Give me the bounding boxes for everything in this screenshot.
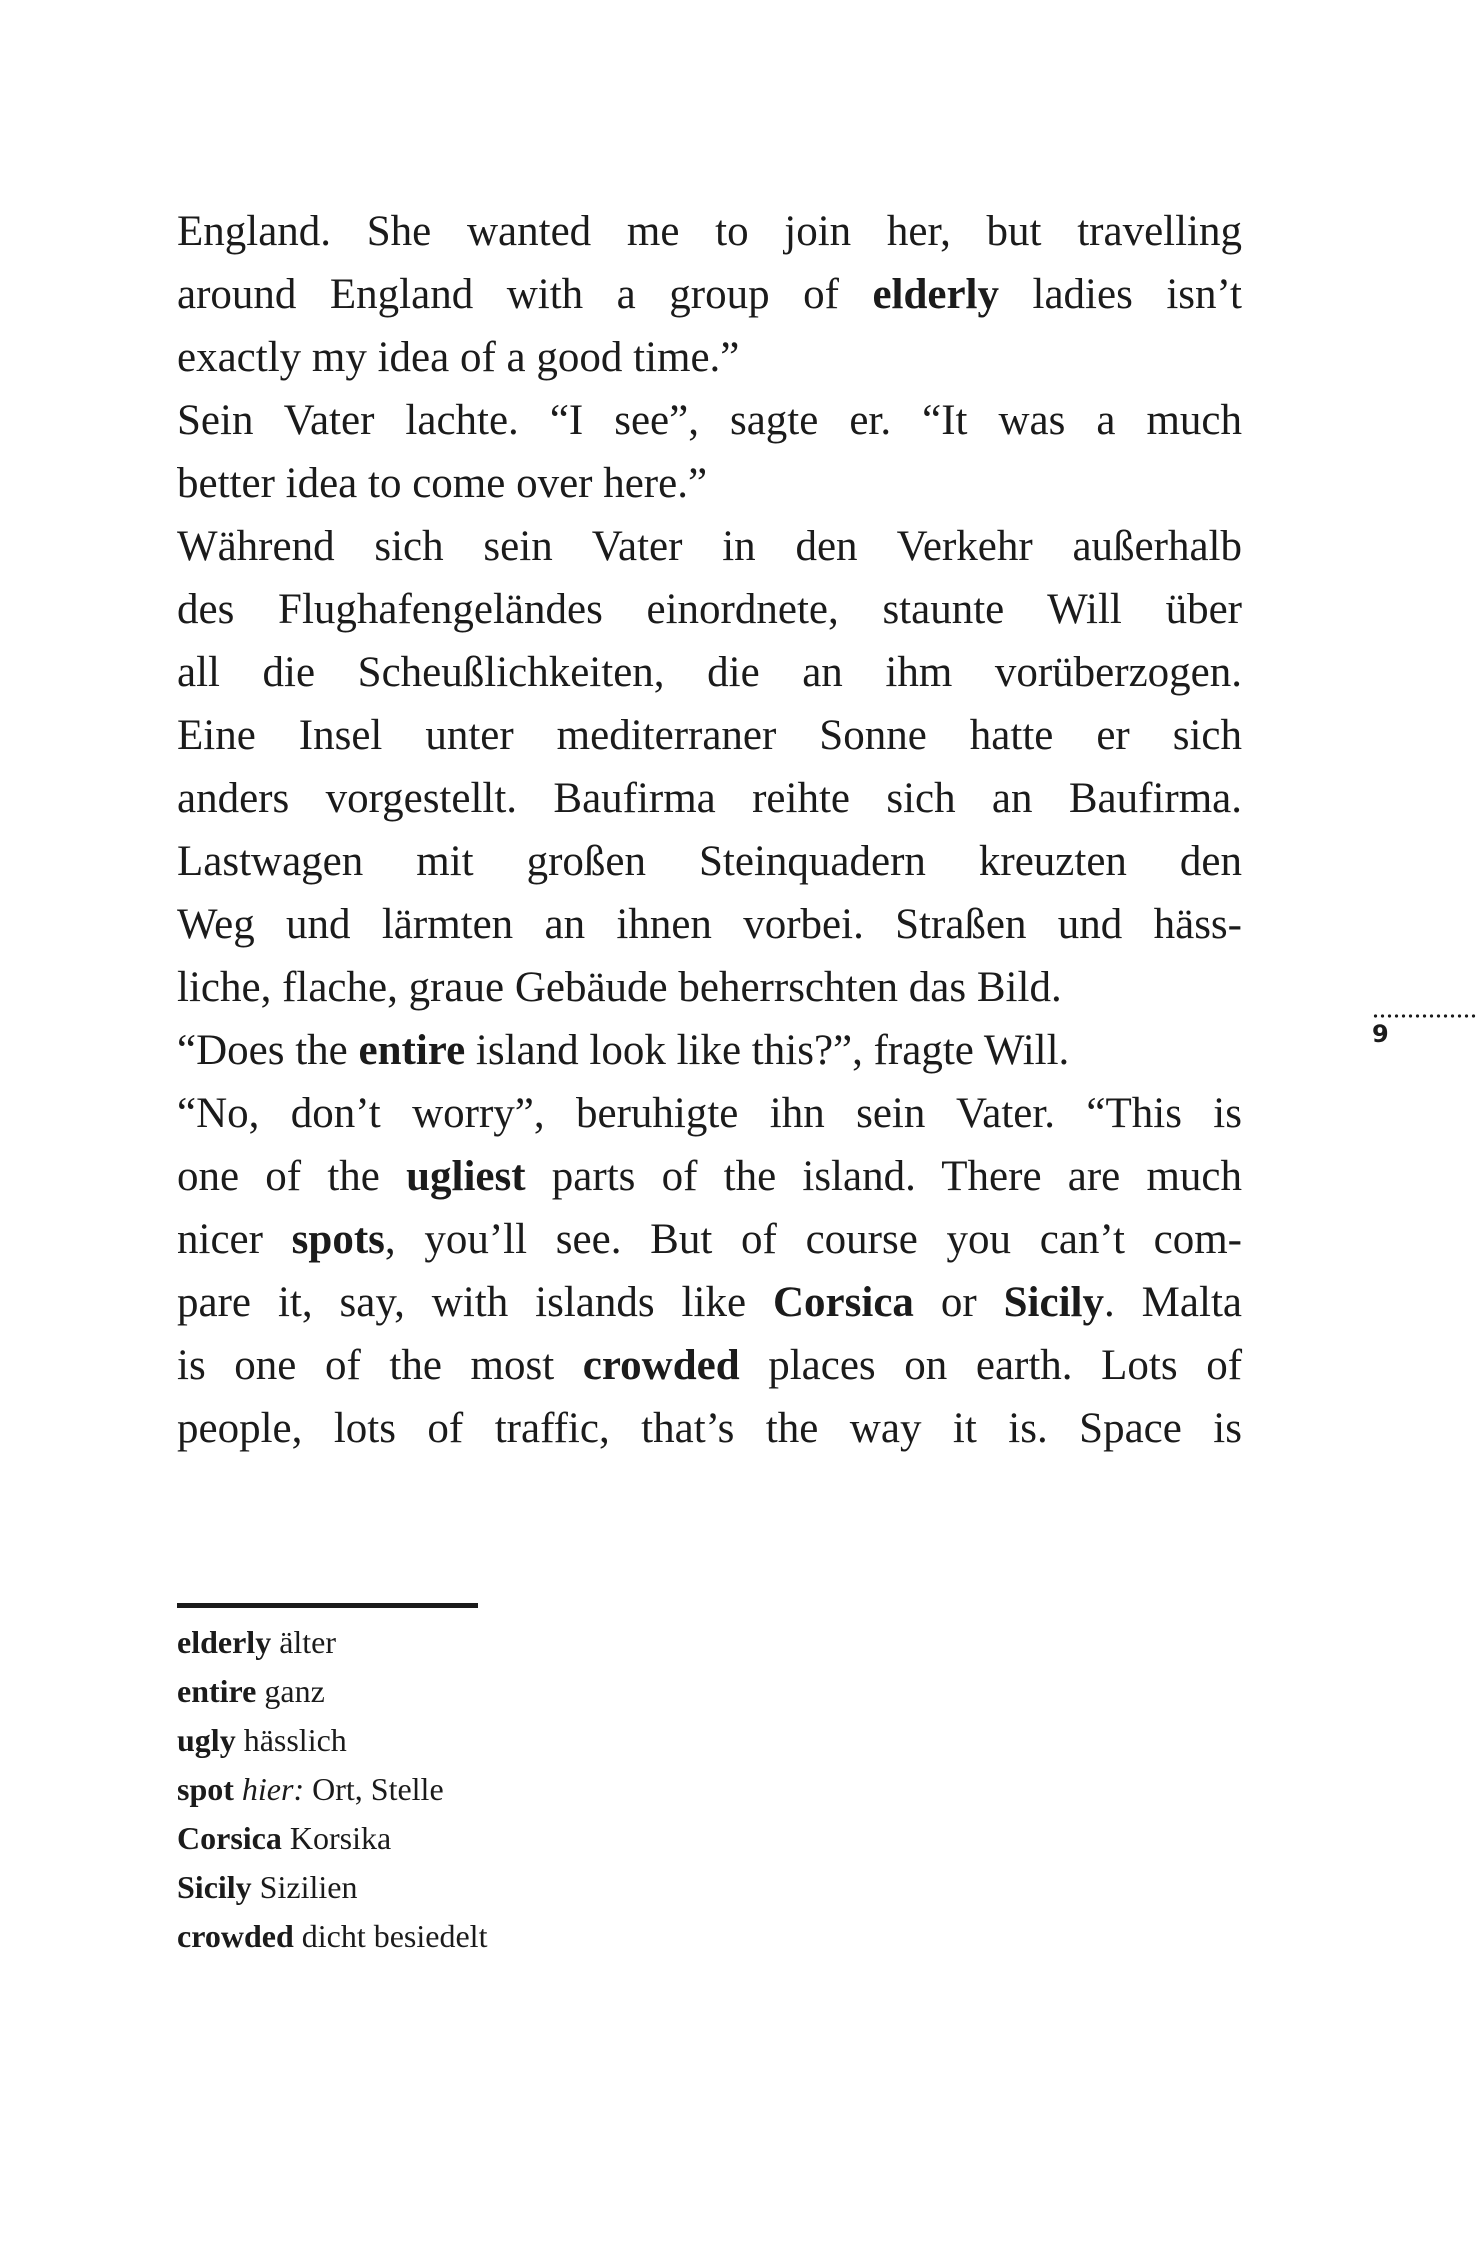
text-run: places on earth. Lots of — [739, 1342, 1243, 1389]
vocab-highlight: Sicily — [1003, 1279, 1104, 1326]
footnote-rule — [177, 1603, 478, 1608]
body-line — [177, 1082, 1242, 1145]
glossary-term: spot — [177, 1771, 234, 1807]
glossary-term: elderly — [177, 1624, 272, 1660]
glossary-term: entire — [177, 1673, 257, 1709]
text-run: Während sich sein Vater in den Verkehr außerhalb — [177, 523, 1242, 570]
body-line — [177, 389, 1242, 452]
text-run: “No, don’t worry”, beruhigte ihn sein Vater. “This is — [177, 1090, 1242, 1137]
text-run: exactly my idea of a good time.” — [177, 334, 740, 381]
body-line — [177, 641, 1242, 704]
body-line — [177, 956, 1242, 1019]
folio-dotted-rule — [1372, 1014, 1477, 1018]
text-run: pare it, say, with islands like — [177, 1279, 773, 1326]
text-run: island look like this?”, fragte Will. — [465, 1027, 1070, 1074]
glossary-translation: ganz — [264, 1673, 325, 1709]
body-line — [177, 704, 1242, 767]
body-line — [177, 767, 1242, 830]
text-run: Weg und lärmten an ihnen vorbei. Straßen und häss- — [177, 901, 1242, 948]
text-run: is one of the most — [177, 1342, 583, 1389]
glossary-entry — [177, 1716, 487, 1765]
body-text — [177, 200, 1242, 1460]
text-run: Lastwagen mit großen Steinquadern kreuzten den — [177, 838, 1242, 885]
vocab-highlight: spots — [291, 1216, 385, 1263]
glossary-entry — [177, 1863, 487, 1912]
glossary-term: crowded — [177, 1918, 294, 1954]
text-run: England. She wanted me to join her, but travelling — [177, 208, 1242, 255]
glossary-translation: Ort, Stelle — [312, 1771, 444, 1807]
text-run: Sein Vater lachte. “I see”, sagte er. “It was a much — [177, 397, 1242, 444]
glossary-translation: Korsika — [289, 1820, 392, 1856]
text-run: liche, flache, graue Gebäude beherrschten das Bild. — [177, 964, 1062, 1011]
body-line — [177, 1019, 1242, 1082]
vocab-highlight: Corsica — [773, 1279, 914, 1326]
body-line — [177, 263, 1242, 326]
body-line — [177, 1145, 1242, 1208]
body-line — [177, 452, 1242, 515]
glossary-translation: dicht besiedelt — [301, 1918, 488, 1954]
body-line — [177, 830, 1242, 893]
glossary — [177, 1618, 487, 1961]
text-run: or — [913, 1279, 1004, 1326]
glossary-translation: älter — [279, 1624, 337, 1660]
body-line — [177, 1334, 1242, 1397]
text-run: des Flughafengeländes einordnete, staunte Will über — [177, 586, 1242, 633]
body-line — [177, 200, 1242, 263]
text-run: people, lots of traffic, that’s the way it is. Space is — [177, 1405, 1242, 1452]
glossary-note: hier: — [241, 1771, 305, 1807]
text-run: . Malta — [1103, 1279, 1242, 1326]
text-run: “Does the — [177, 1027, 359, 1074]
vocab-highlight: ugliest — [406, 1153, 526, 1200]
body-line — [177, 515, 1242, 578]
text-run: anders vorgestellt. Baufirma reihte sich an Baufirma. — [177, 775, 1242, 822]
body-line — [177, 1208, 1242, 1271]
text-run: one of the — [177, 1153, 407, 1200]
glossary-translation: Sizilien — [259, 1869, 358, 1905]
vocab-highlight: crowded — [582, 1342, 740, 1389]
body-line — [177, 326, 1242, 389]
glossary-entry — [177, 1618, 487, 1667]
glossary-term: Sicily — [177, 1869, 252, 1905]
text-run: better idea to come over here.” — [177, 460, 708, 507]
glossary-translation: hässlich — [243, 1722, 347, 1758]
body-line — [177, 1397, 1242, 1460]
body-line — [177, 893, 1242, 956]
glossary-entry — [177, 1912, 487, 1961]
text-run: Eine Insel unter mediterraner Sonne hatte er sich — [177, 712, 1242, 759]
body-line — [177, 1271, 1242, 1334]
text-run: nicer — [177, 1216, 292, 1263]
text-run: , you’ll see. But of course you can’t com- — [384, 1216, 1242, 1263]
vocab-highlight: entire — [358, 1027, 466, 1074]
text-run: around England with a group of — [177, 271, 873, 318]
text-run: ladies isn’t — [999, 271, 1243, 318]
vocab-highlight: elderly — [872, 271, 1000, 318]
body-line — [177, 578, 1242, 641]
glossary-term: ugly — [177, 1722, 236, 1758]
glossary-term: Corsica — [177, 1820, 282, 1856]
page-number: 9 — [1372, 1020, 1389, 1048]
glossary-entry — [177, 1667, 487, 1716]
glossary-entry — [177, 1814, 487, 1863]
glossary-entry — [177, 1765, 487, 1814]
text-run: all die Scheußlichkeiten, die an ihm vorüberzogen. — [177, 649, 1242, 696]
text-run: parts of the island. There are much — [525, 1153, 1243, 1200]
